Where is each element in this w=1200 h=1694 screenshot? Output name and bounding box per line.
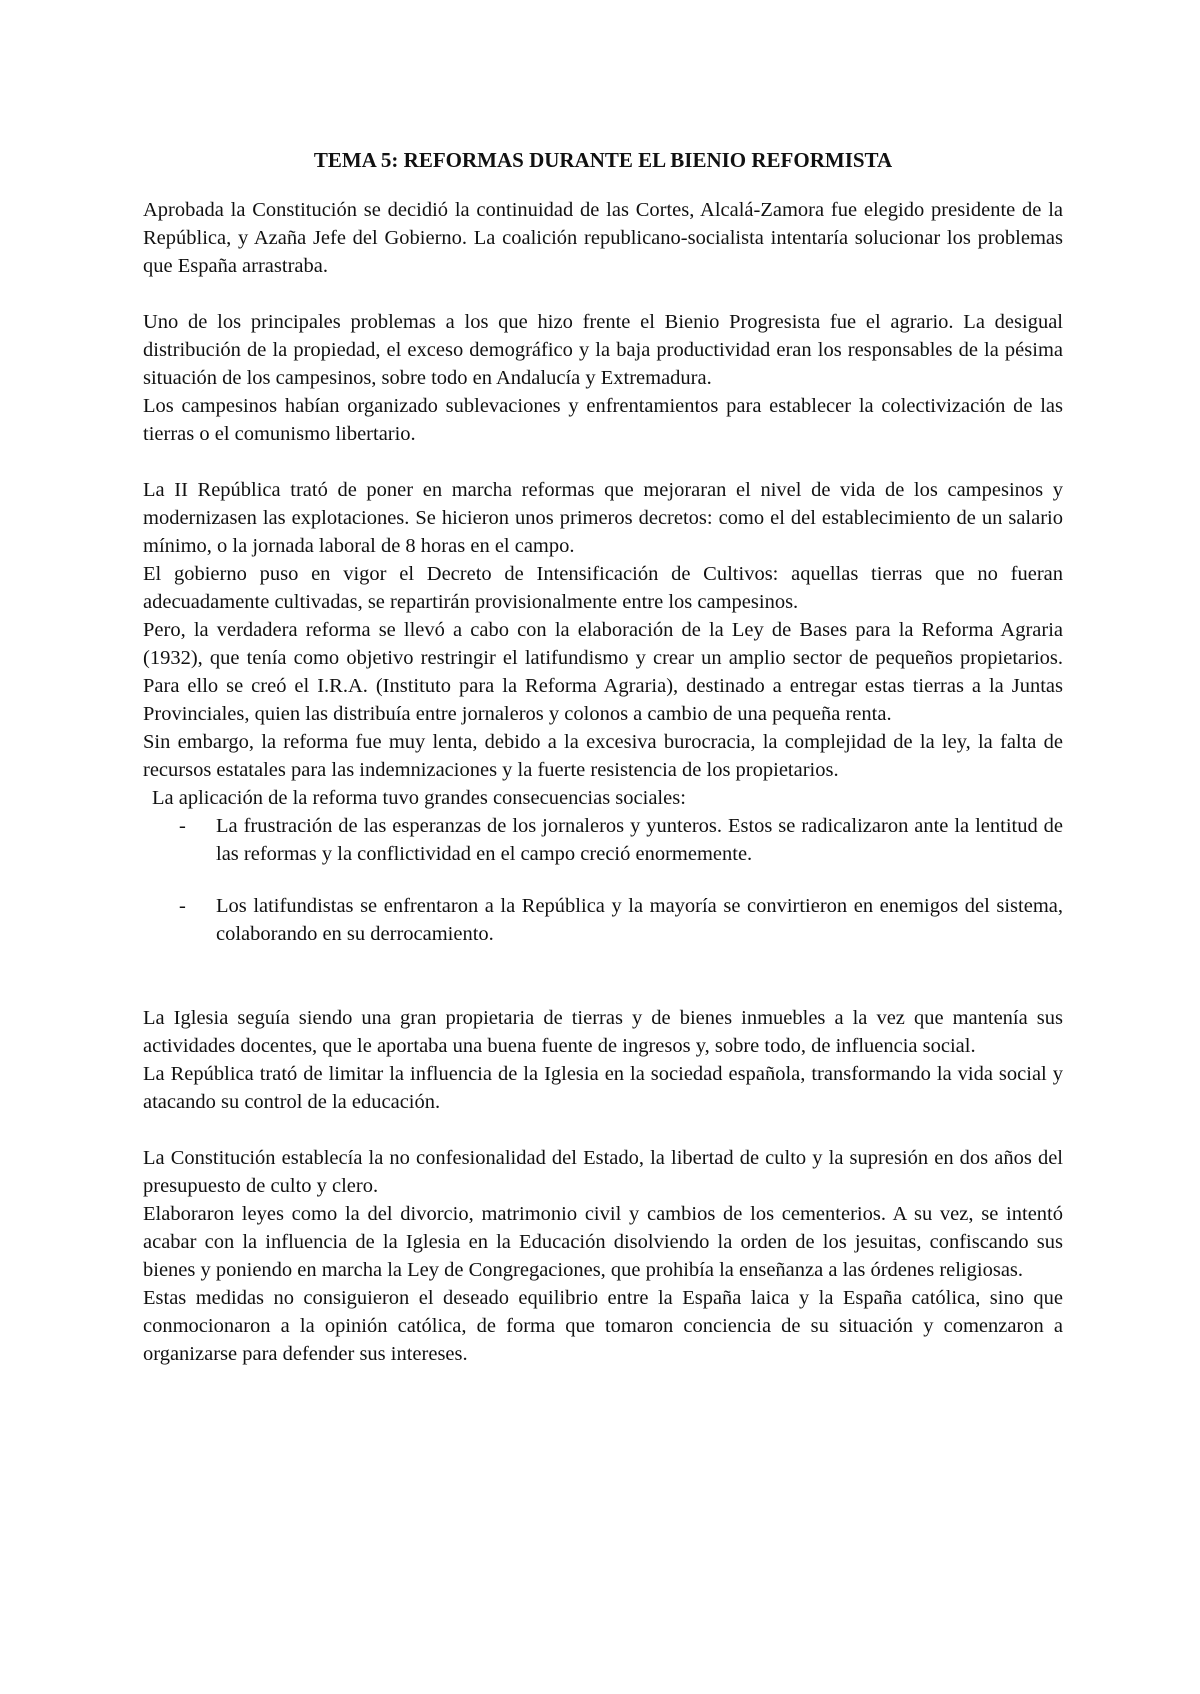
paragraph-intro: Aprobada la Constitución se decidió la continuidad de las Cortes, Alcalá-Zamora fue elegido presidente de la República, y Azaña Jefe del Gobierno. La coalición republicano-socialista intentaría solucionar los problemas que España arrastraba. <box>143 199 1063 277</box>
spacer <box>143 948 1063 1004</box>
dash-bullet: - <box>179 895 186 917</box>
paragraph-first-decrees: La II República trató de poner en marcha reformas que mejoraran el nivel de vida de los campesinos y modernizasen las explotaciones. Se hicieron unos primeros decretos: como el del establecimiento de un salario mínimo, o la jornada laboral de 8 horas en el campo. <box>143 479 1063 557</box>
list-item <box>143 892 1063 948</box>
document-title: TEMA 5: REFORMAS DURANTE EL BIENIO REFORMISTA <box>313 148 893 172</box>
paragraph-limit-church: La República trató de limitar la influencia de la Iglesia en la sociedad española, transformando la vida social y atacando su control de la educación. <box>143 1063 1063 1113</box>
paragraph-agrarian-reform-law: Pero, la verdadera reforma se llevó a cabo con la elaboración de la Ley de Bases para la Reforma Agraria (1932), que tenía como objetivo restringir el latifundismo y crear un amplio sector de pequeños propietarios. Para ello se creó el I.R.A. (Instituto para la Reforma Agraria), destinado a entregar estas tierras a la Juntas Provinciales, quien las distribuía entre jornaleros y colonos a cambio de una pequeña renta. <box>143 619 1063 725</box>
paragraph-reform-slowness: Sin embargo, la reforma fue muy lenta, debido a la excesiva burocracia, la complejidad de la ley, la falta de recursos estatales para las indemnizaciones y la fuerte resistencia de los propietarios. <box>143 731 1063 781</box>
list-item <box>143 812 1063 868</box>
paragraph-constitution-secular: La Constitución establecía la no confesionalidad del Estado, la libertad de culto y la supresión en dos años del presupuesto de culto y clero. <box>143 1147 1063 1197</box>
paragraph-intensification-decree: El gobierno puso en vigor el Decreto de Intensificación de Cultivos: aquellas tierras que no fueran adecuadamente cultivadas, se repartirán provisionalmente entre los campesinos. <box>143 563 1063 613</box>
paragraph-agrarian-problem: Uno de los principales problemas a los que hizo frente el Bienio Progresista fue el agrario. La desigual distribución de la propiedad, el exceso demográfico y la baja productividad eran los responsables de la pésima situación de los campesinos, sobre todo en Andalucía y Extremadura. <box>143 311 1063 389</box>
paragraph-measures-outcome: Estas medidas no consiguieron el deseado equilibrio entre la España laica y la España católica, sino que conmocionaron a la opinión católica, de forma que tomaron conciencia de su situación y comenzaron a organizarse para defender sus intereses. <box>143 1287 1063 1365</box>
list-item-text: Los latifundistas se enfrentaron a la República y la mayoría se convirtieron en enemigos del sistema, colaborando en su derrocamiento. <box>216 895 1063 945</box>
document-body <box>143 146 1063 1368</box>
spacer <box>143 448 1063 476</box>
consequences-list <box>143 812 1063 948</box>
dash-bullet: - <box>179 815 186 837</box>
paragraph-laws: Elaboraron leyes como la del divorcio, matrimonio civil y cambios de los cementerios. A su vez, se intentó acabar con la influencia de la Iglesia en la Educación disolviendo la orden de los jesuitas, confiscando sus bienes y poniendo en marcha la Ley de Congregaciones, que prohibía la enseñanza a las órdenes religiosas. <box>143 1203 1063 1281</box>
spacer <box>143 1116 1063 1144</box>
spacer <box>143 280 1063 308</box>
paragraph-peasant-uprisings: Los campesinos habían organizado sublevaciones y enfrentamientos para establecer la colectivización de las tierras o el comunismo libertario. <box>143 395 1063 445</box>
list-item-text: La frustración de las esperanzas de los jornaleros y yunteros. Estos se radicalizaron ante la lentitud de las reformas y la conflictividad en el campo creció enormemente. <box>216 815 1063 865</box>
paragraph-church-wealth: La Iglesia seguía siendo una gran propietaria de tierras y de bienes inmuebles a la vez que mantenía sus actividades docentes, que le aportaba una buena fuente de ingresos y, sobre todo, de influencia social. <box>143 1007 1063 1057</box>
paragraph-consequences-intro: La aplicación de la reforma tuvo grandes consecuencias sociales: <box>152 787 686 809</box>
